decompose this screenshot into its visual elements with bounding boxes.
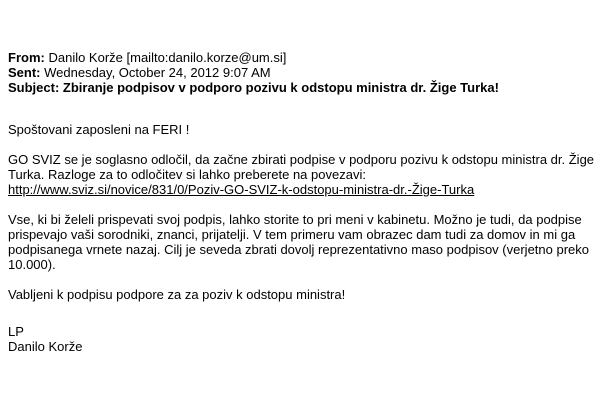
paragraph-instructions [8, 212, 596, 272]
sent-label: Sent: [8, 65, 41, 80]
signature-name: Danilo Korže [8, 339, 83, 354]
sent-value: Wednesday, October 24, 2012 9:07 AM [44, 65, 271, 80]
email-header [8, 50, 499, 95]
signature-block [8, 324, 596, 354]
subject-value: Zbiranje podpisov v podporo pozivu k odstopu ministra dr. Žige Turka! [62, 80, 499, 95]
from-label: From: [8, 50, 45, 65]
instructions-line-1: Vse, ki bi želeli prispevati svoj podpis, lahko storite to pri meni v kabinetu. Možno je tudi, da podpise [8, 212, 582, 227]
sviz-news-link[interactable]: http://www.sviz.si/novice/831/0/Poziv-GO-SVIZ-k-odstopu-ministra-dr.-Žige-Turka [8, 182, 475, 197]
sent-row [8, 65, 499, 80]
instructions-line-4: 10.000). [8, 257, 56, 272]
instructions-line-3: podpisanega vrnete nazaj. Cilj je seveda zbrati dovolj reprezentativno maso podpisov (verjetno preko [8, 242, 590, 257]
from-value: Danilo Korže [mailto:danilo.korze@um.si] [48, 50, 287, 65]
subject-label: Subject: [8, 80, 60, 95]
announcement-line-1: GO SVIZ se je soglasno odločil, da začne zbirati podpise v podporu pozivu k odstopu ministra dr. Žige [8, 152, 595, 167]
from-row [8, 50, 499, 65]
email-body [8, 122, 596, 354]
greeting: Spoštovani zaposleni na FERI ! [8, 122, 190, 137]
paragraph-invitation: Vabljeni k podpisu podpore za za poziv k odstopu ministra! [8, 287, 346, 302]
paragraph-announcement [8, 152, 596, 197]
subject-row [8, 80, 499, 95]
announcement-line-2: Turka. Razloge za to odločitev si lahko preberete na povezavi: [8, 167, 366, 182]
closing: LP [8, 324, 24, 339]
instructions-line-2: prispevajo vaši sorodniki, znanci, prijatelji. V tem primeru vam obrazec dam tudi za domov in mi ga [8, 227, 576, 242]
